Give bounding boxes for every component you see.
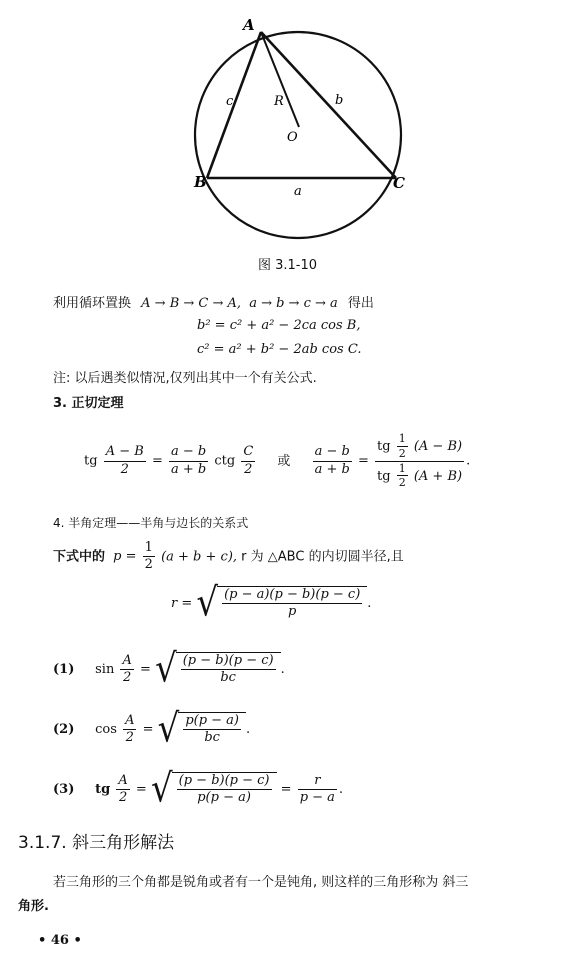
section-4-title: 4. 半角定理——半角与边长的关系式 (53, 516, 249, 530)
formula-3: (3) tg $\frac{A}{2}$ = √ $\frac{(p - b)(p - c)}{p(p - a)}$ = $\frac{r}{p - a}$ . (53, 765, 344, 812)
label-O: O (287, 130, 298, 145)
paragraph-line-2: 角形. (18, 899, 49, 914)
section-heading-3-1-7: 3.1.7. 斜三角形解法 (18, 833, 175, 853)
sqrt-r: √ $\frac{(p - a)(p - b)(p - c)}{p}$ (196, 586, 367, 621)
equation-c2: c² = a² + b² − 2ab cos C. (197, 342, 362, 357)
label-B: B (194, 173, 207, 191)
note-text: 注: 以后遇类似情况,仅列出其中一个有关公式. (53, 371, 317, 386)
cycle-lower: a → b → c → a (249, 296, 338, 311)
formula-2: (2) cos $\frac{A}{2}$ = √ $\frac{p(p - a)}{bc}$ . (53, 705, 251, 752)
label-R: R (274, 94, 284, 109)
formula-1: (1) sin $\frac{A}{2}$ = √ $\frac{(p - b)(p - c)}{bc}$ . (53, 645, 285, 692)
inradius-formula: r = √ $\frac{(p - a)(p - b)(p - c)}{p}$ . (171, 579, 372, 626)
section-4-intro: 下式中的 p = $\frac{1}{2}$ (a + b + c), r 为 △ABC 的内切圆半径,且 (53, 540, 404, 573)
cycle-tail: 得出 (347, 296, 374, 311)
tangent-theorem: tg $\frac{A - B}{2}$ = $\frac{a - b}{a + b}$ ctg $\frac{C}{2}$ 或 $\frac{a - b}{a + b}$ = tg $\frac{1}{2}$ (A − B) tg $\frac{1}{2}$ (A + B) . (84, 432, 471, 490)
sqrt-1: √ $\frac{(p - b)(p - c)}{bc}$ (155, 652, 281, 687)
cycle-line (53, 292, 374, 311)
label-b: b (335, 93, 344, 108)
frac-a-minus-b-over-2: $\frac{A - B}{2}$ (105, 444, 144, 477)
label-a: a (294, 184, 302, 199)
cycle-upper: A → B → C → A, (141, 296, 242, 311)
cycle-intro: 利用循环置换 (53, 296, 132, 311)
frac-sides-right: $\frac{a - b}{a + b}$ (314, 444, 350, 477)
radius-R (261, 32, 299, 127)
frac-sides: $\frac{a - b}{a + b}$ (170, 444, 207, 477)
label-C: C (393, 174, 405, 192)
triangle-circumcircle-figure (180, 10, 420, 250)
circumcircle (195, 32, 401, 238)
page-number: • 46 • (38, 933, 82, 948)
paragraph-line-1: 若三角形的三个角都是锐角或者有一个是钝角, 则这样的三角形称为 斜三 (53, 875, 469, 890)
sqrt-3: √ $\frac{(p - b)(p - c)}{p(p - a)}$ (151, 772, 277, 807)
frac-one-half: $\frac{1}{2}$ (144, 540, 153, 573)
sqrt-2: √ $\frac{p(p - a)}{bc}$ (158, 712, 246, 747)
equation-b2: b² = c² + a² − 2ca cos B, (197, 318, 361, 333)
label-A: A (243, 16, 255, 34)
frac-c-over-2: $\frac{C}{2}$ (243, 444, 254, 477)
figure-caption: 图 3.1-10 (258, 258, 318, 273)
label-c: c (226, 94, 234, 109)
frac-tangent-ratio: tg $\frac{1}{2}$ (A − B) tg $\frac{1}{2}$ (A + B) (377, 432, 463, 490)
section-3-title: 3. 正切定理 (53, 396, 124, 411)
